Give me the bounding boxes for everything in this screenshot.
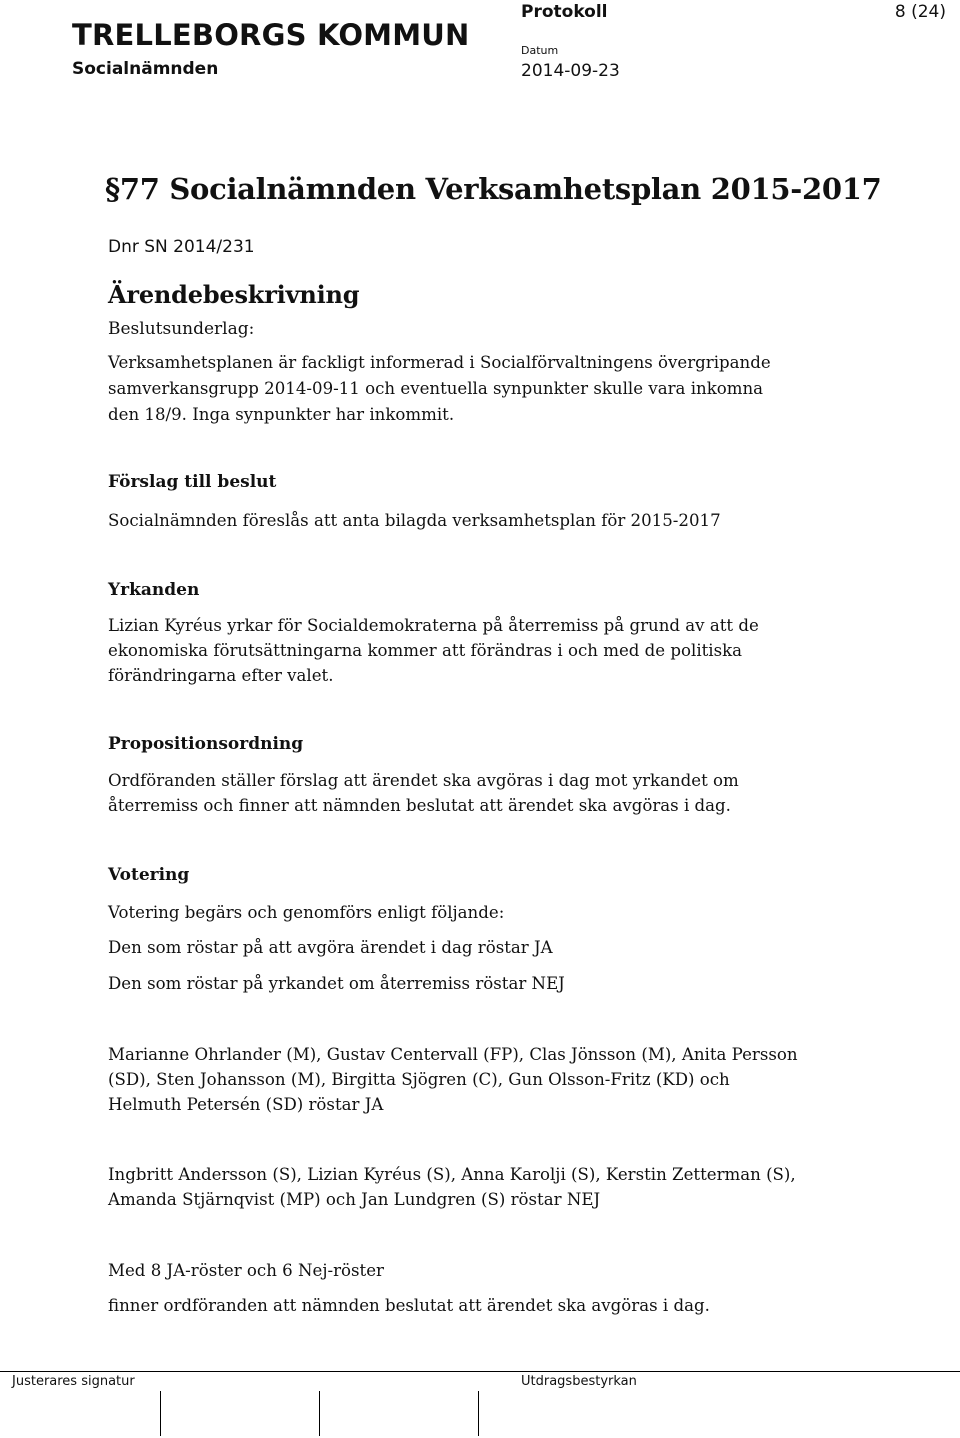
vote-result: Med 8 JA-röster och 6 Nej-röster bbox=[108, 1261, 384, 1280]
text-line: Ordföranden ställer förslag att ärendet ska avgöras i dag mot yrkandet om bbox=[108, 771, 739, 790]
date-value: 2014-09-23 bbox=[521, 61, 620, 81]
case-number: Dnr SN 2014/231 bbox=[108, 237, 255, 257]
text-line: (SD), Sten Johansson (M), Birgitta Sjögren (C), Gun Olsson-Fritz (KD) och bbox=[108, 1070, 730, 1089]
signature-box-divider bbox=[319, 1391, 320, 1436]
votering-intro: Votering begärs och genomförs enligt följande: bbox=[108, 903, 505, 922]
propositionsordning-heading: Propositionsordning bbox=[108, 734, 304, 754]
forslag-text: Socialnämnden föreslås att anta bilagda verksamhetsplan för 2015-2017 bbox=[108, 511, 721, 530]
text-line: Ingbritt Andersson (S), Lizian Kyréus (S), Anna Karolji (S), Kerstin Zetterman (S), bbox=[108, 1165, 796, 1184]
extract-label: Utdragsbestyrkan bbox=[521, 1374, 637, 1389]
yrkanden-heading: Yrkanden bbox=[108, 580, 200, 600]
nej-voters bbox=[108, 1162, 796, 1212]
votering-nej-rule: Den som röstar på yrkandet om återremiss röstar NEJ bbox=[108, 974, 565, 993]
text-line: Lizian Kyréus yrkar för Socialdemokraterna på återremiss på grund av att de bbox=[108, 616, 759, 635]
text-line: Helmuth Petersén (SD) röstar JA bbox=[108, 1095, 384, 1114]
beslutsunderlag-label: Beslutsunderlag: bbox=[108, 319, 255, 339]
footer-divider bbox=[0, 1371, 960, 1372]
vote-conclusion: finner ordföranden att nämnden beslutat att ärendet ska avgöras i dag. bbox=[108, 1296, 710, 1315]
signature-label: Justerares signatur bbox=[12, 1374, 135, 1389]
text-line: samverkansgrupp 2014-09-11 och eventuella synpunkter skulle vara inkomna bbox=[108, 379, 764, 398]
text-line: den 18/9. Inga synpunkter har inkommit. bbox=[108, 405, 455, 424]
text-line: ekonomiska förutsättningarna kommer att förändras i och med de politiska bbox=[108, 641, 743, 660]
arendebeskrivning-heading: Ärendebeskrivning bbox=[108, 280, 360, 309]
date-label: Datum bbox=[521, 44, 559, 57]
text-line: Amanda Stjärnqvist (MP) och Jan Lundgren (S) röstar NEJ bbox=[108, 1190, 601, 1209]
votering-ja-rule: Den som röstar på att avgöra ärendet i dag röstar JA bbox=[108, 938, 553, 957]
text-line: återremiss och finner att nämnden beslutat att ärendet ska avgöras i dag. bbox=[108, 796, 731, 815]
document-type: Protokoll bbox=[521, 2, 608, 22]
yrkanden-text bbox=[108, 613, 759, 688]
page-number: 8 (24) bbox=[894, 2, 946, 22]
votering-heading: Votering bbox=[108, 865, 190, 885]
section-title: §77 Socialnämnden Verksamhetsplan 2015-2017 bbox=[105, 172, 882, 206]
propositionsordning-text bbox=[108, 768, 739, 818]
text-line: Verksamhetsplanen är fackligt informerad i Socialförvaltningens övergripande bbox=[108, 353, 771, 372]
department-name: Socialnämnden bbox=[72, 59, 219, 79]
text-line: förändringarna efter valet. bbox=[108, 666, 334, 685]
signature-box-divider bbox=[160, 1391, 161, 1436]
arendebeskrivning-text bbox=[108, 350, 808, 428]
organization-name: TRELLEBORGS KOMMUN bbox=[72, 18, 470, 52]
text-line: Marianne Ohrlander (M), Gustav Centervall (FP), Clas Jönsson (M), Anita Persson bbox=[108, 1045, 798, 1064]
ja-voters bbox=[108, 1042, 798, 1117]
forslag-heading: Förslag till beslut bbox=[108, 472, 277, 492]
signature-box-divider bbox=[478, 1391, 479, 1436]
